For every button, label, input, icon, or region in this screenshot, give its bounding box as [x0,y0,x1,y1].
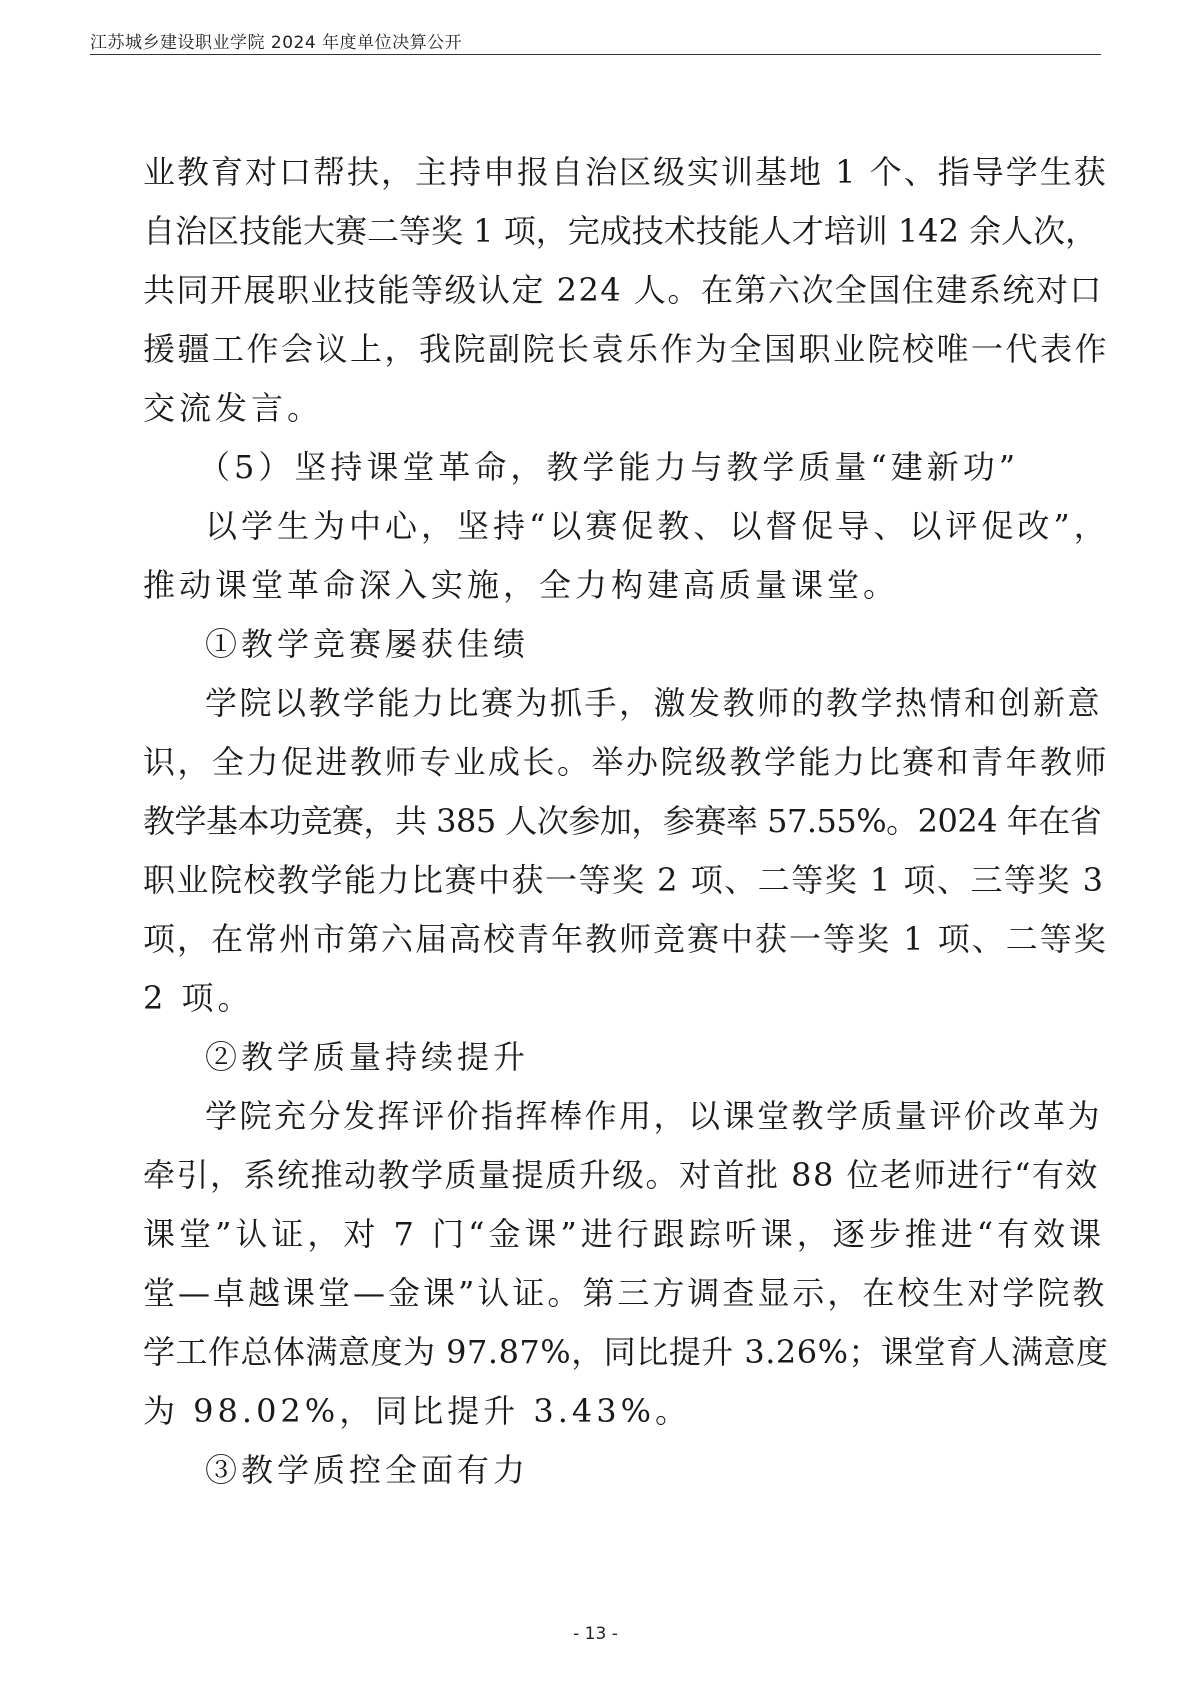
text-line: 堂—卓越课堂—金课”认证。第三方调查显示，在校生对学院教 [143,1274,1108,1312]
text-line: 教学基本功竞赛，共 385 人次参加，参赛率 57.55%。2024 年在省 [143,802,1102,840]
text-line: 2 项。 [143,979,254,1017]
subsection-heading: ③教学质控全面有力 [205,1451,530,1489]
running-header: 江苏城乡建设职业学院 2024 年度单位决算公开 [90,33,463,53]
text-line: 项，在常州市第六届高校青年教师竞赛中获一等奖 1 项、二等奖 [143,920,1108,958]
text-line: 学院充分发挥评价指挥棒作用，以课堂教学质量评价改革为 [205,1097,1103,1135]
text-line: 以学生为中心，坚持“以赛促教、以督促导、以评促改”， [205,507,1110,545]
section-heading: （5）坚持课堂革命，教学能力与教学质量“建新功” [198,448,1020,486]
subsection-heading: ①教学竞赛屡获佳绩 [205,625,530,663]
text-line: 援疆工作会议上，我院副院长袁乐作为全国职业院校唯一代表作 [143,330,1110,368]
text-line: 为 98.02%，同比提升 3.43%。 [143,1392,692,1430]
page-number: - 13 - [573,1624,618,1644]
text-line: 业教育对口帮扶，主持申报自治区级实训基地 1 个、指导学生获 [143,153,1108,191]
text-line: 学院以教学能力比赛为抓手，激发教师的教学热情和创新意 [205,684,1103,722]
header-rule [90,54,1101,55]
text-line: 牵引，系统推动教学质量提质升级。对首批 88 位老师进行“有效 [143,1156,1099,1194]
text-line: 职业院校教学能力比赛中获一等奖 2 项、二等奖 1 项、三等奖 3 [143,861,1105,899]
text-line: 推动课堂革命深入实施，全力构建高质量课堂。 [143,566,900,604]
text-line: 识，全力促进教师专业成长。举办院级教学能力比赛和青年教师 [143,743,1110,781]
text-line: 学工作总体满意度为 97.87%，同比提升 3.26%；课堂育人满意度 [143,1333,1109,1371]
text-line: 自治区技能大赛二等奖 1 项，完成技术技能人才培训 142 余人次， [143,212,1098,250]
subsection-heading: ②教学质量持续提升 [205,1038,530,1076]
text-line: 课堂”认证，对 7 门“金课”进行跟踪听课，逐步推进“有效课 [143,1215,1106,1253]
text-line: 共同开展职业技能等级认定 224 人。在第六次全国住建系统对口 [143,271,1103,309]
text-line: 交流发言。 [143,389,324,427]
